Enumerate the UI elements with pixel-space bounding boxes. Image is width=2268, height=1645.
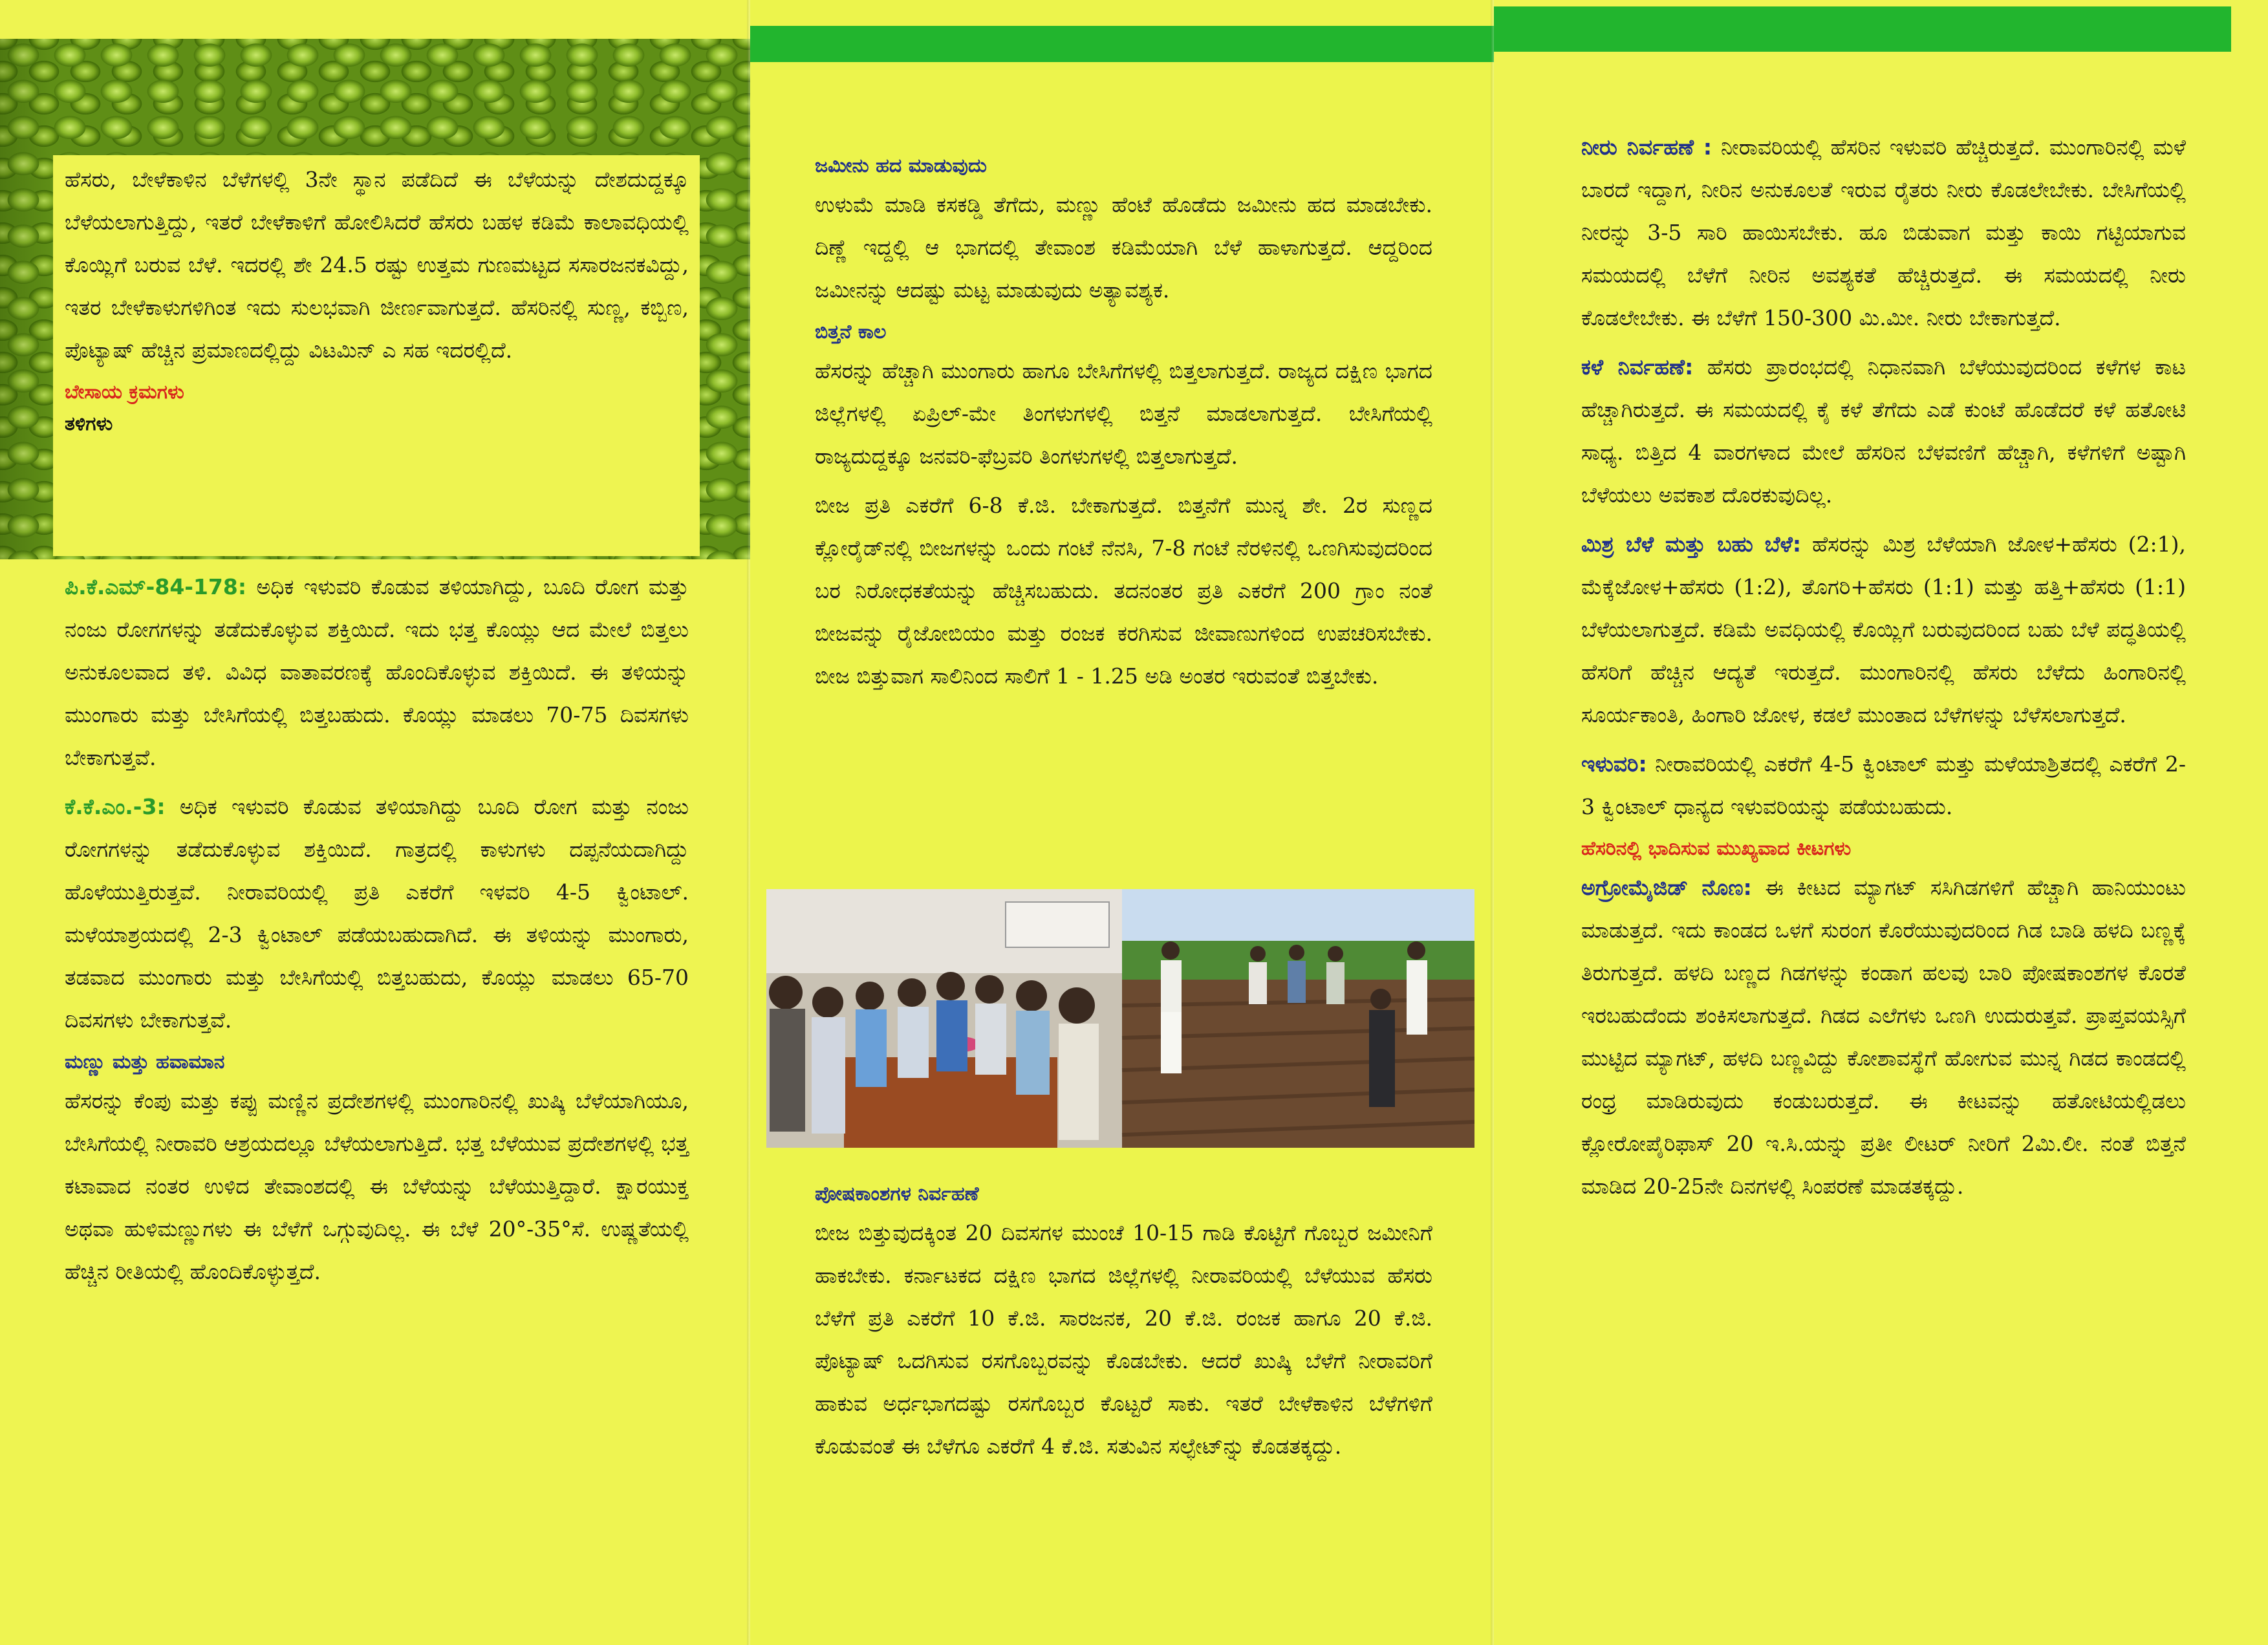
soil-title: ಮಣ್ಣು ಮತ್ತು ಹವಾಮಾನ	[65, 1051, 225, 1073]
water-text: ನೀರಾವರಿಯಲ್ಲಿ ಹೆಸರಿನ ಇಳುವರಿ ಹೆಚ್ಚಿರುತ್ತದೆ. ಮುಂಗಾರಿನಲ್ಲಿ ಮಳೆ ಬಾರದೆ ಇದ್ದಾಗ, ನೀರಿನ ಅನುಕೂಲತೆ ಇರುವ ರೈತರು ನೀರು ಕೊಡಲೇಬೇಕು. ಬೇಸಿಗೆಯಲ್ಲಿ ನೀರನ್ನು 3-5 ಸಾರಿ ಹಾಯಿಸಬೇಕು. ಹೂ ಬಿಡುವಾಗ ಮತ್ತು ಕಾಯಿ ಗಟ್ಟಿಯಾಗುವ ಸಮಯದಲ್ಲಿ ಬೆಳೆಗೆ ನೀರಿನ ಅವಶ್ಯಕತೆ ಹೆಚ್ಚಿರುತ್ತದೆ. ಈ ಸಮಯದಲ್ಲಿ ನೀರು ಕೊಡಲೇಬೇಕು. ಈ ಬೆಳೆಗೆ 150-300 ಮಿ.ಮೀ. ನೀರು ಬೇಕಾಗುತ್ತದೆ.	[1581, 134, 2187, 330]
right-text	[1581, 126, 2186, 1214]
middle-text-top	[815, 145, 1432, 704]
mixed-paragraph	[1581, 523, 2186, 736]
intro-paragraph: ಹೆಸರು, ಬೇಳೆಕಾಳಿನ ಬೆಳೆಗಳಲ್ಲಿ 3ನೇ ಸ್ಥಾನ ಪಡೆದಿದೆ ಈ ಬೆಳೆಯನ್ನು ದೇಶದುದ್ದಕ್ಕೂ ಬೆಳೆಯಲಾಗುತ್ತಿದ್ದು, ಇತರೆ ಬೇಳೆಕಾಳಿಗೆ ಹೋಲಿಸಿದರೆ ಹೆಸರು ಬಹಳ ಕಡಿಮೆ ಕಾಲಾವಧಿಯಲ್ಲಿ ಕೊಯ್ಲಿಗೆ ಬರುವ ಬೆಳೆ. ಇದರಲ್ಲಿ ಶೇ 24.5 ರಷ್ಟು ಉತ್ತಮ ಗುಣಮಟ್ಟದ ಸಸಾರಜನಕವಿದ್ದು, ಇತರ ಬೇಳೆಕಾಳುಗಳಿಗಿಂತ ಇದು ಸುಲಭವಾಗಿ ಜೀರ್ಣವಾಗುತ್ತದೆ. ಹೆಸರಿನಲ್ಲಿ ಸುಣ್ಣ, ಕಬ್ಬಿಣ, ಪೊಟ್ಯಾಷ್ ಹೆಚ್ಚಿನ ಪ್ರಮಾಣದಲ್ಲಿದ್ದು ವಿಟಮಿನ್ ಎ ಸಹ ಇದರಲ್ಲಿದೆ.	[65, 167, 689, 363]
sowing-title: ಬಿತ್ತನೆ ಕಾಲ	[815, 321, 887, 343]
photo-composite	[766, 889, 1474, 1148]
mixed-label: ಮಿಶ್ರ ಬೆಳೆ ಮತ್ತು ಬಹು ಬೆಳೆ:	[1581, 532, 1802, 557]
panel-middle	[750, 0, 1494, 1645]
middle-text-bottom	[815, 1174, 1432, 1474]
green-banner	[1494, 6, 2231, 52]
seed-paragraph: ಬೀಜ ಪ್ರತಿ ಎಕರೆಗೆ 6-8 ಕೆ.ಜಿ. ಬೇಕಾಗುತ್ತದೆ. ಬಿತ್ತನೆಗೆ ಮುನ್ನ ಶೇ. 2ರ ಸುಣ್ಣದ ಕ್ಲೋರೈಡ್‌ನಲ್ಲಿ ಬೀಜಗಳನ್ನು ಒಂದು ಗಂಟೆ ನೆನಸಿ, 7-8 ಗಂಟೆ ನೆರಳಿನಲ್ಲಿ ಒಣಗಿಸುವುದರಿಂದ ಬರ ನಿರೋಧಕತೆಯನ್ನು ಹೆಚ್ಚಿಸಬಹುದು. ತದನಂತರ ಪ್ರತಿ ಎಕರೆಗೆ 200 ಗ್ರಾಂ ನಂತೆ ಬೀಜವನ್ನು ರೈಜೋಬಿಯಂ ಮತ್ತು ರಂಜಕ ಕರಗಿಸುವ ಜೀವಾಣುಗಳಿಂದ ಉಪಚರಿಸಬೇಕು. ಬೀಜ ಬಿತ್ತುವಾಗ ಸಾಲಿನಿಂದ ಸಾಲಿಗೆ 1 - 1.25 ಅಡಿ ಅಂತರ ಇರುವಂತೆ ಬಿತ್ತಬೇಕು.	[815, 493, 1432, 689]
variety2-label: ಕೆ.ಕೆ.ಎಂ.-3:	[65, 794, 166, 819]
pest-paragraph	[1581, 866, 2186, 1208]
yield-paragraph	[1581, 743, 2186, 828]
intro-block	[65, 158, 689, 442]
pest-text: ಈ ಕೀಟದ ಮ್ಯಾಗಟ್ ಸಸಿಗಿಡಗಳಿಗೆ ಹೆಚ್ಚಾಗಿ ಹಾನಿಯುಂಟು ಮಾಡುತ್ತದೆ. ಇದು ಕಾಂಡದ ಒಳಗೆ ಸುರಂಗ ಕೊರೆಯುವುದರಿಂದ ಗಿಡ ಬಾಡಿ ಹಳದಿ ಬಣ್ಣಕ್ಕೆ ತಿರುಗುತ್ತದೆ. ಹಳದಿ ಬಣ್ಣದ ಗಿಡಗಳನ್ನು ಕಂಡಾಗ ಹಲವು ಬಾರಿ ಪೋಷಕಾಂಶಗಳ ಕೊರತೆ ಇರಬಹುದೆಂದು ಶಂಕಿಸಲಾಗುತ್ತದೆ. ಗಿಡದ ಎಲೆಗಳು ಒಣಗಿ ಉದುರುತ್ತವೆ. ಪ್ರಾಪ್ತವಯಸ್ಸಿಗೆ ಮುಟ್ಟಿದ ಮ್ಯಾಗಟ್, ಹಳದಿ ಬಣ್ಣವಿದ್ದು ಕೋಶಾವಸ್ಥೆಗೆ ಹೋಗುವ ಮುನ್ನ ಗಿಡದ ಕಾಂಡದಲ್ಲಿ ರಂಧ್ರ ಮಾಡಿರುವುದು ಕಂಡುಬರುತ್ತದೆ. ಈ ಕೀಟವನ್ನು ಹತೋಟಿಯಲ್ಲಿಡಲು ಕ್ಲೋರೋಪೈರಿಫಾಸ್ 20 ಇ.ಸಿ.ಯನ್ನು ಪ್ರತೀ ಲೀಟರ್ ನೀರಿಗೆ 2ಮಿ.ಲೀ. ನಂತೆ ಬಿತ್ತನೆ ಮಾಡಿದ 20-25ನೇ ದಿನಗಳಲ್ಲಿ ಸಿಂಪರಣೆ ಮಾಡತಕ್ಕದ್ದು.	[1581, 875, 2186, 1199]
green-banner	[750, 26, 1494, 62]
nutrient-paragraph: ಬೀಜ ಬಿತ್ತುವುದಕ್ಕಿಂತ 20 ದಿವಸಗಳ ಮುಂಚೆ 10-15 ಗಾಡಿ ಕೊಟ್ಟಿಗೆ ಗೊಬ್ಬರ ಜಮೀನಿಗೆ ಹಾಕಬೇಕು. ಕರ್ನಾಟಕದ ದಕ್ಷಿಣ ಭಾಗದ ಜಿಲ್ಲೆಗಳಲ್ಲಿ ನೀರಾವರಿಯಲ್ಲಿ ಬೆಳೆಯುವ ಹೆಸರು ಬೆಳೆಗೆ ಪ್ರತಿ ಎಕರೆಗೆ 10 ಕೆ.ಜಿ. ಸಾರಜನಕ, 20 ಕೆ.ಜಿ. ರಂಜಕ ಹಾಗೂ 20 ಕೆ.ಜಿ. ಪೊಟ್ಯಾಷ್ ಒದಗಿಸುವ ರಸಗೊಬ್ಬರವನ್ನು ಕೊಡಬೇಕು. ಆದರೆ ಖುಷ್ಕಿ ಬೆಳೆಗೆ ನೀರಾವರಿಗೆ ಹಾಕುವ ಅರ್ಧಭಾಗದಷ್ಟು ರಸಗೊಬ್ಬರ ಕೊಟ್ಟರೆ ಸಾಕು. ಇತರೆ ಬೇಳೆಕಾಳಿನ ಬೆಳೆಗಳಿಗೆ ಕೊಡುವಂತೆ ಈ ಬೆಳೆಗೂ ಎಕರೆಗೆ 4 ಕೆ.ಜಿ. ಸತುವಿನ ಸಲ್ಫೇಟ್‌ನ್ನು ಕೊಡತಕ್ಕದ್ದು.	[815, 1220, 1432, 1459]
water-label: ನೀರು ನಿರ್ವಹಣೆ :	[1581, 134, 1712, 160]
variety1-text: ಅಧಿಕ ಇಳುವರಿ ಕೊಡುವ ತಳಿಯಾಗಿದ್ದು, ಬೂದಿ ರೋಗ ಮತ್ತು ನಂಜು ರೋಗಗಳನ್ನು ತಡೆದುಕೊಳ್ಳುವ ಶಕ್ತಿಯಿದೆ. ಇದು ಭತ್ತ ಕೊಯ್ಲು ಆದ ಮೇಲೆ ಬಿತ್ತಲು ಅನುಕೂಲವಾದ ತಳಿ. ವಿವಿಧ ವಾತಾವರಣಕ್ಕೆ ಹೊಂದಿಕೊಳ್ಳುವ ಶಕ್ತಿಯಿದೆ. ಈ ತಳಿಯನ್ನು ಮುಂಗಾರು ಮತ್ತು ಬೇಸಿಗೆಯಲ್ಲಿ ಬಿತ್ತಬಹುದು. ಕೊಯ್ಲು ಮಾಡಲು 70-75 ದಿವಸಗಳು ಬೇಕಾಗುತ್ತವೆ.	[65, 574, 689, 770]
nutrient-title: ಪೋಷಕಾಂಶಗಳ ನಿರ್ವಹಣೆ	[815, 1183, 979, 1205]
variety2-text: ಅಧಿಕ ಇಳುವರಿ ಕೊಡುವ ತಳಿಯಾಗಿದ್ದು ಬೂದಿ ರೋಗ ಮತ್ತು ನಂಜು ರೋಗಗಳನ್ನು ತಡೆದುಕೊಳ್ಳುವ ಶಕ್ತಿಯಿದೆ. ಗಾತ್ರದಲ್ಲಿ ಕಾಳುಗಳು ದಪ್ಪನೆಯದಾಗಿದ್ದು ಹೊಳೆಯುತ್ತಿರುತ್ತವೆ. ನೀರಾವರಿಯಲ್ಲಿ ಪ್ರತಿ ಎಕರೆಗೆ ಇಳವರಿ 4-5 ಕ್ವಿಂಟಾಲ್. ಮಳೆಯಾಶ್ರಯದಲ್ಲಿ 2-3 ಕ್ವಿಂಟಾಲ್ ಪಡೆಯಬಹುದಾಗಿದೆ. ಈ ತಳಿಯನ್ನು ಮುಂಗಾರು, ತಡವಾದ ಮುಂಗಾರು ಮತ್ತು ಬೇಸಿಗೆಯಲ್ಲಿ ಬಿತ್ತಬಹುದು, ಕೊಯ್ಲು ಮಾಡಲು 65-70 ದಿವಸಗಳು ಬೇಕಾಗುತ್ತವೆ.	[65, 794, 689, 1033]
land-paragraph: ಉಳುಮೆ ಮಾಡಿ ಕಸಕಡ್ಡಿ ತೆಗೆದು, ಮಣ್ಣು ಹೆಂಟೆ ಹೊಡೆದು ಜಮೀನು ಹದ ಮಾಡಬೇಕು. ದಿಣ್ಣೆ ಇದ್ದಲ್ಲಿ ಆ ಭಾಗದಲ್ಲಿ ತೇವಾಂಶ ಕಡಿಮೆಯಾಗಿ ಬೆಳೆ ಹಾಳಾಗುತ್ತದೆ. ಆದ್ದರಿಂದ ಜಮೀನನ್ನು ಆದಷ್ಟು ಮಟ್ಟ ಮಾಡುವುದು ಅತ್ಯಾವಶ್ಯಕ.	[815, 192, 1432, 303]
water-paragraph	[1581, 126, 2186, 339]
weed-paragraph	[1581, 346, 2186, 517]
varieties-title: ತಳಿಗಳು	[65, 413, 113, 435]
panel-right	[1494, 0, 2268, 1645]
pest-label: ಅಗ್ರೋಮೈಜಿಡ್ ನೊಣ:	[1581, 875, 1752, 900]
sowing-paragraph: ಹೆಸರನ್ನು ಹೆಚ್ಚಾಗಿ ಮುಂಗಾರು ಹಾಗೂ ಬೇಸಿಗೆಗಳಲ್ಲಿ ಬಿತ್ತಲಾಗುತ್ತದೆ. ರಾಜ್ಯದ ದಕ್ಷಿಣ ಭಾಗದ ಜಿಲ್ಲೆಗಳಲ್ಲಿ ಏಪ್ರಿಲ್-ಮೇ ತಿಂಗಳುಗಳಲ್ಲಿ ಬಿತ್ತನೆ ಮಾಡಲಾಗುತ್ತದೆ. ಬೇಸಿಗೆಯಲ್ಲಿ ರಾಜ್ಯದುದ್ದಕ್ಕೂ ಜನವರಿ-ಫೆಬ್ರವರಿ ತಿಂಗಳುಗಳಲ್ಲಿ ಬಿತ್ತಲಾಗುತ್ತದೆ.	[815, 358, 1432, 469]
variety1-label: ಪಿ.ಕೆ.ಎಮ್-84-178:	[65, 574, 247, 599]
variety1-paragraph	[65, 566, 689, 779]
yield-text: ನೀರಾವರಿಯಲ್ಲಿ ಎಕರೆಗೆ 4-5 ಕ್ವಿಂಟಾಲ್ ಮತ್ತು ಮಳೆಯಾಶ್ರಿತದಲ್ಲಿ ಎಕರೆಗೆ 2-3 ಕ್ವಿಂಟಾಲ್ ಧಾನ್ಯದ ಇಳುವರಿಯನ್ನು ಪಡೆಯಬಹುದು.	[1581, 751, 2186, 819]
mixed-text: ಹೆಸರನ್ನು ಮಿಶ್ರ ಬೆಳೆಯಾಗಿ ಜೋಳ+ಹೆಸರು (2:1), ಮೆಕ್ಕೆಜೋಳ+ಹೆಸರು (1:2), ತೊಗರಿ+ಹೆಸರು (1:1) ಮತ್ತು ಹತ್ತಿ+ಹೆಸರು (1:1) ಬೆಳೆಯಲಾಗುತ್ತದೆ. ಕಡಿಮೆ ಅವಧಿಯಲ್ಲಿ ಕೊಯ್ಲಿಗೆ ಬರುವುದರಿಂದ ಬಹು ಬೆಳೆ ಪದ್ಧತಿಯಲ್ಲಿ ಹೆಸರಿಗೆ ಹೆಚ್ಚಿನ ಆದ್ಯತೆ ಇರುತ್ತದೆ. ಮುಂಗಾರಿನಲ್ಲಿ ಹೆಸರು ಬೆಳೆದು ಹಿಂಗಾರಿನಲ್ಲಿ ಸೂರ್ಯಕಾಂತಿ, ಹಿಂಗಾರಿ ಜೋಳ, ಕಡಲೆ ಮುಂತಾದ ಬೆಳೆಗಳನ್ನು ಬೆಳೆಸಲಾಗುತ್ತದೆ.	[1581, 532, 2186, 727]
yield-label: ಇಳುವರಿ:	[1581, 751, 1647, 777]
panel-left	[0, 0, 750, 1645]
soil-paragraph: ಹೆಸರನ್ನು ಕೆಂಪು ಮತ್ತು ಕಪ್ಪು ಮಣ್ಣಿನ ಪ್ರದೇಶಗಳಲ್ಲಿ ಮುಂಗಾರಿನಲ್ಲಿ ಖುಷ್ಕಿ ಬೆಳೆಯಾಗಿಯೂ, ಬೇಸಿಗೆಯಲ್ಲಿ ನೀರಾವರಿ ಆಶ್ರಯದಲ್ಲೂ ಬೆಳೆಯಲಾಗುತ್ತಿದೆ. ಭತ್ತ ಬೆಳೆಯುವ ಪ್ರದೇಶಗಳಲ್ಲಿ ಭತ್ತ ಕಟಾವಾದ ನಂತರ ಉಳಿದ ತೇವಾಂಶದಲ್ಲಿ ಈ ಬೆಳೆಯನ್ನು ಬೆಳೆಯುತ್ತಿದ್ದಾರೆ. ಕ್ಷಾರಯುಕ್ತ ಅಥವಾ ಹುಳಿಮಣ್ಣುಗಳು ಈ ಬೆಳೆಗೆ ಒಗ್ಗುವುದಿಲ್ಲ. ಈ ಬೆಳೆ 20°-35°ಸೆ. ಉಷ್ಣತೆಯಲ್ಲಿ ಹೆಚ್ಚಿನ ರೀತಿಯಲ್ಲಿ ಹೊಂದಿಕೊಳ್ಳುತ್ತದೆ.	[65, 1088, 689, 1284]
variety2-paragraph	[65, 786, 689, 1042]
weed-text: ಹೆಸರು ಪ್ರಾರಂಭದಲ್ಲಿ ನಿಧಾನವಾಗಿ ಬೆಳೆಯುವುದರಿಂದ ಕಳೆಗಳ ಕಾಟ ಹೆಚ್ಚಾಗಿರುತ್ತದೆ. ಈ ಸಮಯದಲ್ಲಿ ಕೈ ಕಳೆ ತೆಗೆದು ಎಡೆ ಕುಂಟೆ ಹೊಡೆದರೆ ಕಳೆ ಹತೋಟಿ ಸಾಧ್ಯ. ಬಿತ್ತಿದ 4 ವಾರಗಳಾದ ಮೇಲೆ ಹೆಸರಿನ ಬೆಳವಣಿಗೆ ಹೆಚ್ಚಾಗಿ, ಕಳೆಗಳಿಗೆ ಅಷ್ಟಾಗಿ ಬೆಳೆಯಲು ಅವಕಾಶ ದೊರಕುವುದಿಲ್ಲ.	[1581, 354, 2187, 508]
photo-shade	[0, 39, 52, 559]
land-title: ಜಮೀನು ಹದ ಮಾಡುವುದು	[815, 155, 987, 177]
pests-title: ಹೆಸರಿನಲ್ಲಿ ಭಾದಿಸುವ ಮುಖ್ಯವಾದ ಕೀಟಗಳು	[1581, 837, 1852, 860]
varieties-block	[65, 566, 689, 1300]
field-photos	[766, 889, 1474, 1148]
weed-label: ಕಳೆ ನಿರ್ವಹಣೆ:	[1581, 354, 1694, 380]
section-title: ಬೇಸಾಯ ಕ್ರಮಗಳು	[65, 381, 184, 403]
